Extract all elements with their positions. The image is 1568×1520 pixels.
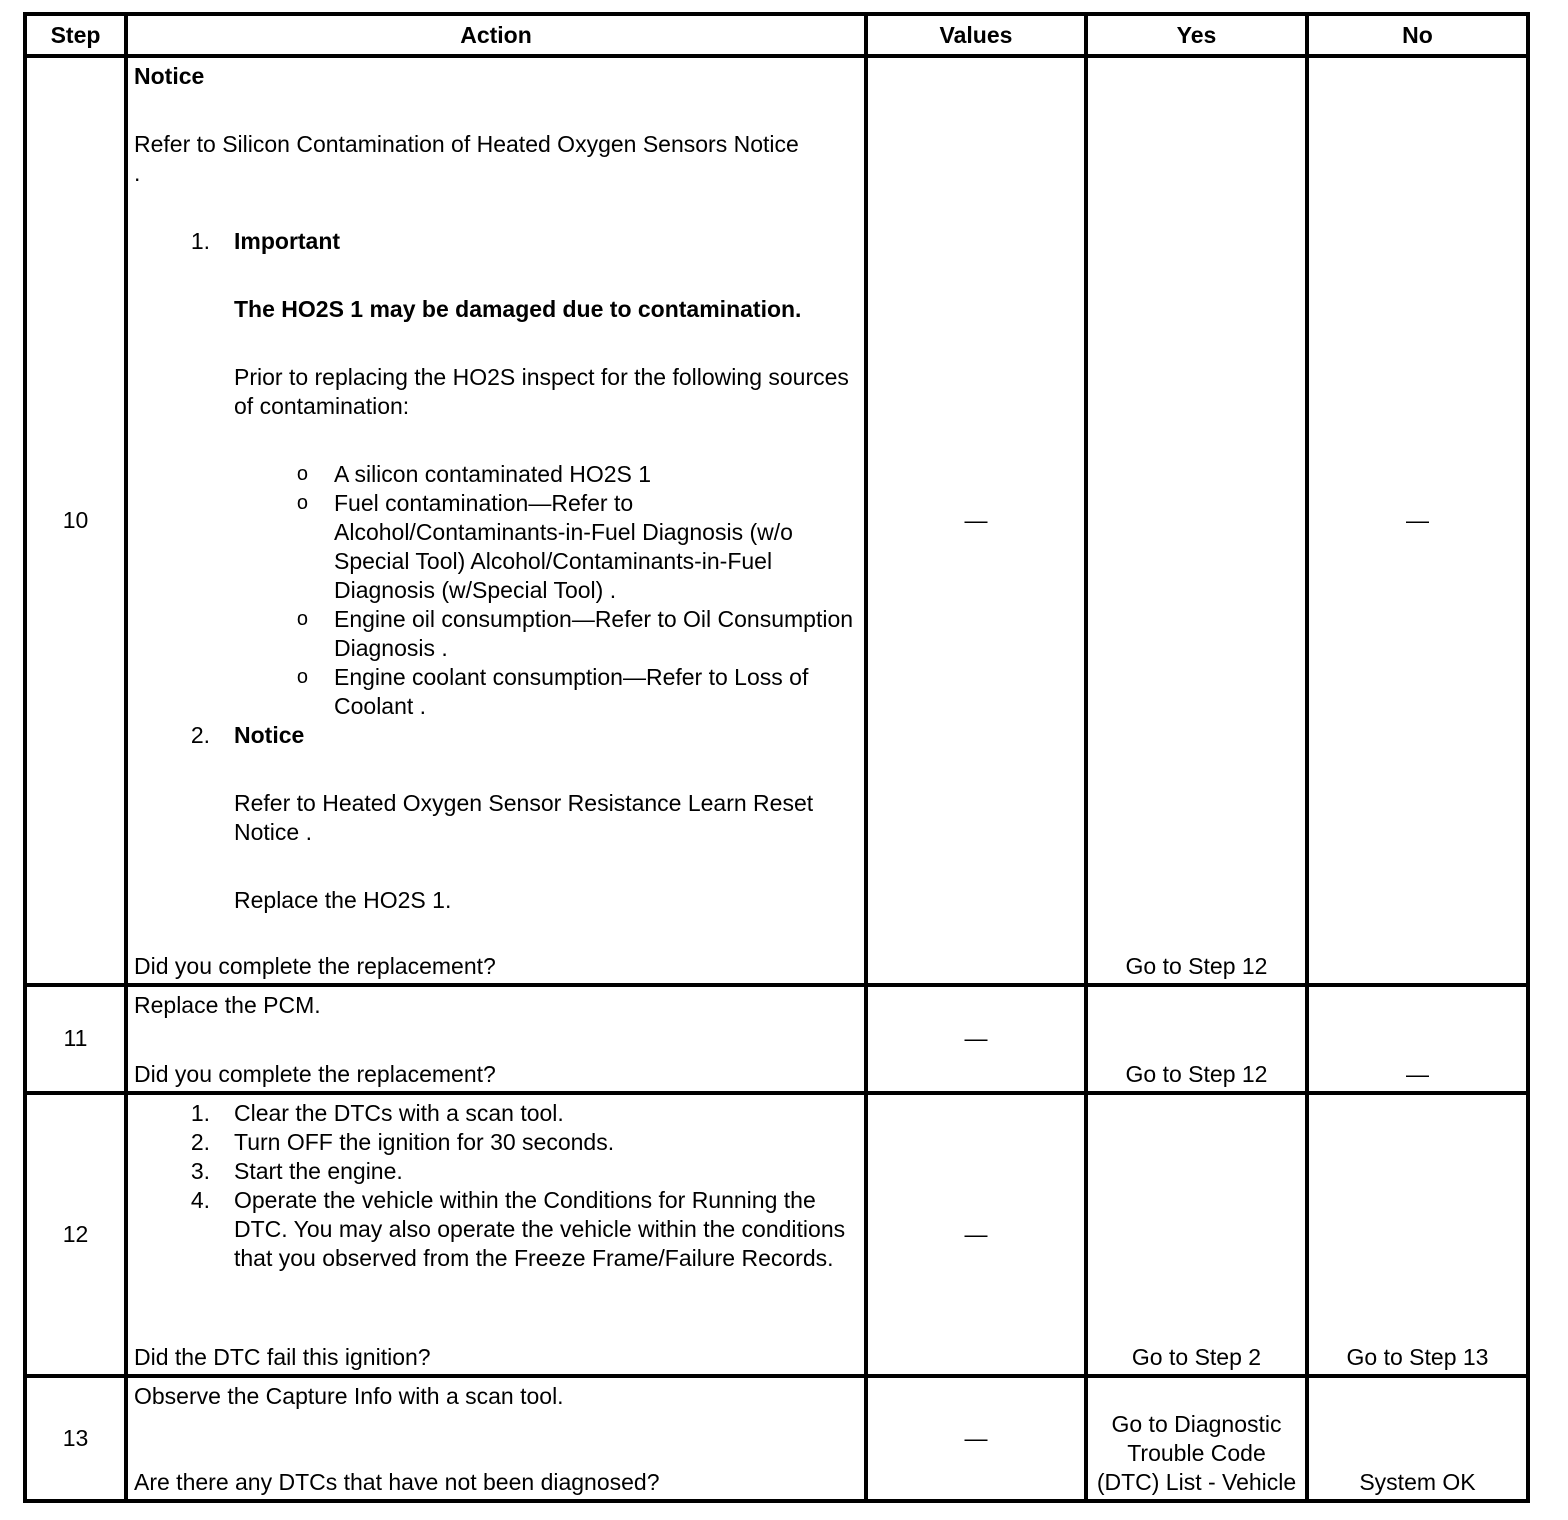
list-number: 3. bbox=[190, 1157, 210, 1184]
yes-cell bbox=[1086, 985, 1307, 1093]
no-cell bbox=[1307, 1376, 1528, 1501]
list-item bbox=[134, 1128, 858, 1157]
yes-link[interactable]: Go to Diagnostic Trouble Code (DTC) List - Vehicle bbox=[1096, 1411, 1297, 1495]
action-cell bbox=[126, 1093, 866, 1376]
question-text: Did you complete the replacement? bbox=[134, 1060, 496, 1087]
action-text: Replace the PCM. bbox=[134, 991, 321, 1018]
values-cell: — bbox=[866, 1093, 1086, 1376]
list-text: Clear the DTCs with a scan tool. bbox=[234, 1099, 564, 1126]
inspect-text: Prior to replacing the HO2S inspect for the following sources of contamination: bbox=[234, 364, 849, 419]
list-item bbox=[134, 489, 858, 605]
list-text: Turn OFF the ignition for 30 seconds. bbox=[234, 1128, 615, 1155]
list-number: 1. bbox=[190, 228, 210, 254]
yes-cell bbox=[1086, 1093, 1307, 1376]
header-yes: Yes bbox=[1086, 14, 1307, 56]
question-text: Are there any DTCs that have not been diagnosed? bbox=[134, 1469, 660, 1495]
notice-heading-2: Notice bbox=[234, 722, 305, 748]
question-text: Did you complete the replacement? bbox=[134, 952, 496, 979]
list-item bbox=[134, 227, 858, 460]
step-number: 12 bbox=[25, 1093, 126, 1376]
notice-dot: . bbox=[134, 160, 141, 186]
step-number: 10 bbox=[25, 56, 126, 985]
notice-text-2: Refer to Heated Oxygen Sensor Resistance Learn Reset Notice . bbox=[234, 790, 814, 845]
values-cell: — bbox=[866, 56, 1086, 985]
yes-link[interactable]: Go to Step 12 bbox=[1125, 952, 1268, 979]
no-cell: — bbox=[1307, 56, 1528, 985]
no-link[interactable]: Go to Step 13 bbox=[1346, 1343, 1489, 1370]
no-cell bbox=[1307, 1093, 1528, 1376]
notice-heading: Notice bbox=[134, 63, 205, 89]
action-text: Observe the Capture Info with a scan tool. bbox=[134, 1382, 564, 1409]
bullet-text: Engine oil consumption—Refer to Oil Consumption Diagnosis . bbox=[334, 606, 854, 661]
table-row-step-11 bbox=[25, 985, 1528, 1093]
list-text: Operate the vehicle within the Conditions for Running the DTC. You may also operate the vehicle within the conditions that you observed from the Freeze Frame/Failure Records. bbox=[234, 1186, 846, 1271]
bullet-text: A silicon contaminated HO2S 1 bbox=[334, 461, 652, 487]
list-number: 2. bbox=[190, 1128, 210, 1155]
list-item bbox=[134, 1157, 858, 1186]
list-number: 4. bbox=[190, 1186, 210, 1213]
diagnostic-table bbox=[23, 12, 1530, 1503]
replace-text: Replace the HO2S 1. bbox=[234, 887, 452, 913]
bullet-text: Fuel contamination—Refer to Alcohol/Contaminants-in-Fuel Diagnosis (w/o Special Tool) Alcohol/Contaminants-in-Fuel Diagnosis (w/Special Tool) . bbox=[334, 490, 793, 603]
no-value: System OK bbox=[1359, 1469, 1476, 1495]
step-number: 13 bbox=[25, 1376, 126, 1501]
question-text: Did the DTC fail this ignition? bbox=[134, 1343, 431, 1370]
header-step: Step bbox=[25, 14, 126, 56]
table-row-step-13 bbox=[25, 1376, 1528, 1501]
step-number: 11 bbox=[25, 985, 126, 1093]
list-number: 2. bbox=[190, 722, 210, 748]
list-item bbox=[134, 721, 858, 915]
list-item bbox=[134, 663, 858, 721]
bullet-text: Engine coolant consumption—Refer to Loss of Coolant . bbox=[334, 664, 809, 719]
yes-link[interactable]: Go to Step 2 bbox=[1131, 1343, 1262, 1370]
bullet-icon: o bbox=[296, 608, 308, 630]
header-action: Action bbox=[126, 14, 866, 56]
bullet-icon: o bbox=[296, 463, 308, 485]
bullet-icon: o bbox=[296, 492, 308, 514]
values-cell: — bbox=[866, 1376, 1086, 1501]
list-item bbox=[134, 1099, 858, 1128]
list-text: Start the engine. bbox=[234, 1157, 403, 1184]
action-cell bbox=[126, 56, 866, 985]
table-row-step-10 bbox=[25, 56, 1528, 985]
header-row bbox=[25, 14, 1528, 56]
action-cell bbox=[126, 985, 866, 1093]
no-value: — bbox=[1406, 1060, 1429, 1087]
bullet-icon: o bbox=[296, 666, 308, 688]
no-cell bbox=[1307, 985, 1528, 1093]
yes-cell bbox=[1086, 56, 1307, 985]
yes-cell bbox=[1086, 1376, 1307, 1501]
list-item bbox=[134, 605, 858, 663]
list-item bbox=[134, 460, 858, 489]
list-item bbox=[134, 1186, 858, 1273]
important-text: The HO2S 1 may be damaged due to contamination. bbox=[234, 296, 802, 322]
header-no: No bbox=[1307, 14, 1528, 56]
action-cell bbox=[126, 1376, 866, 1501]
values-cell: — bbox=[866, 985, 1086, 1093]
table-row-step-12 bbox=[25, 1093, 1528, 1376]
important-heading: Important bbox=[234, 228, 341, 254]
notice-text: Refer to Silicon Contamination of Heated Oxygen Sensors Notice bbox=[134, 131, 799, 157]
yes-link[interactable]: Go to Step 12 bbox=[1125, 1060, 1268, 1087]
list-number: 1. bbox=[190, 1099, 210, 1126]
header-values: Values bbox=[866, 14, 1086, 56]
